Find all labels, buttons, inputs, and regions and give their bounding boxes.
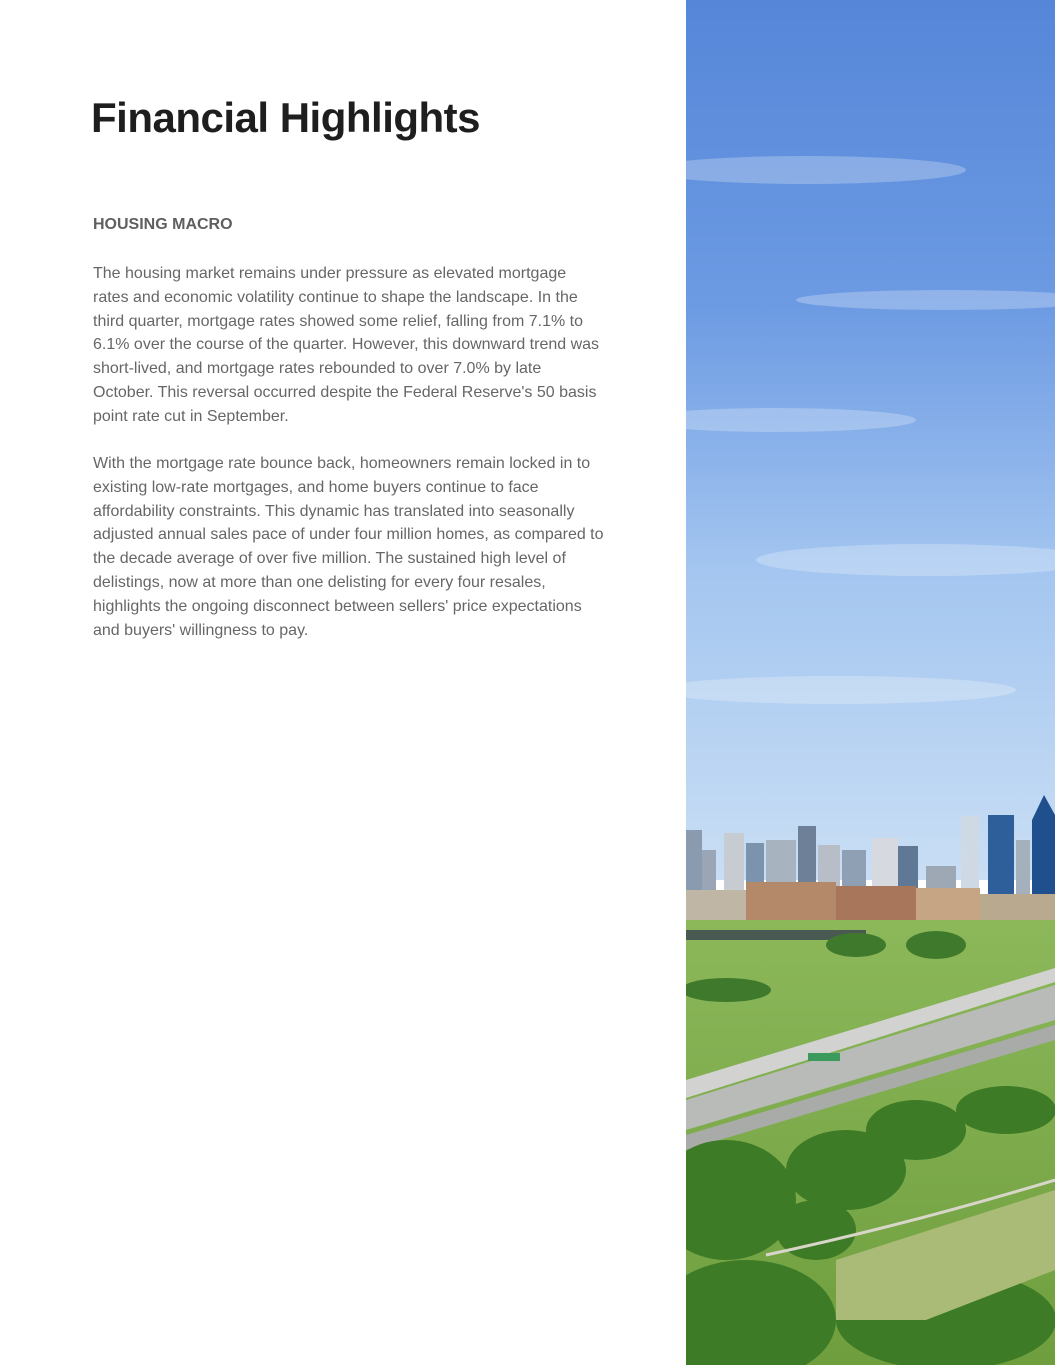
skyline-illustration <box>686 0 1055 1365</box>
body-paragraph: With the mortgage rate bounce back, homeowners remain locked in to existing low-rate mortgages, and home buyers continue to face affordability constraints. This dynamic has translated into seasonally adjusted annual sales pace of under four million homes, as compared to the decade average of over five million. The sustained high level of delistings, now at more than one delisting for every four resales, highlights the ongoing disconnect between sellers' price expectations and buyers' willingness to pay. <box>93 455 604 639</box>
city-skyline-photo-icon <box>686 0 1055 1365</box>
body-paragraph: The housing market remains under pressure as elevated mortgage rates and economic volatility continue to shape the landscape. In the third quarter, mortgage rates showed some relief, falling from 7.1% to 6.1% over the course of the quarter. However, this downward trend was short-lived, and mortgage rates rebounded to over 7.0% by late October. This reversal occurred despite the Federal Reserve's 50 basis point rate cut in September. <box>93 265 600 425</box>
section-heading: HOUSING MACRO <box>93 216 233 233</box>
sky <box>686 0 1055 880</box>
page-title: Financial Highlights <box>91 94 481 141</box>
